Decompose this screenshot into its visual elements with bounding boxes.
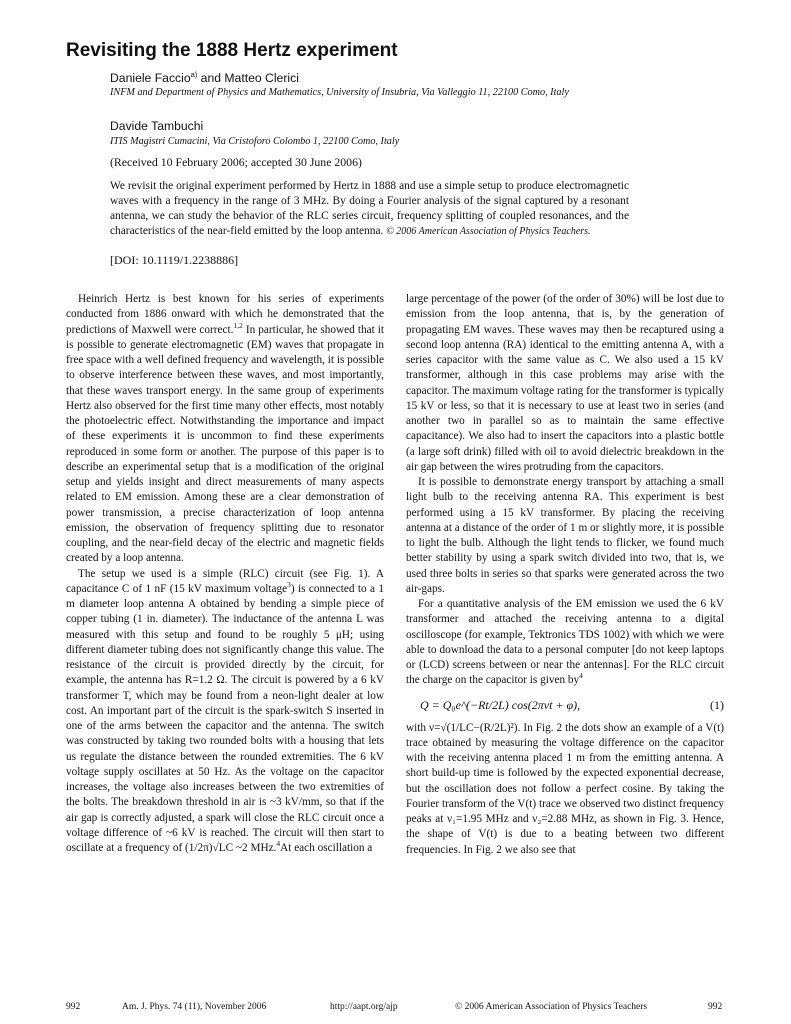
affiliation-2: ITIS Magistri Cumacini, Via Cristoforo Colombo 1, 22100 Como, Italy [110,136,400,147]
body-paragraph [66,567,384,857]
body-text: In particular, he showed that it is possible to generate electromagnetic (EM) waves that propagate in free space with a well defined frequency and wavelength, it is possible to observe interference between these waves, and most importantly, that these waves transport energy. In the same group of experiments Hertz also observed for the first time many other effects, most notably the photoelectric effect. Notwithstanding the importance and impact of these experiments it is uncommon to find these experiments reproduced in some form or another. The purpose of this paper is to describe an experimental setup that is a modification of the original setup and yields insight and direct measurements of many aspects related to EM emission. Among these are a clear demonstration of power transmission, a precise characterization of loop antenna emission, the observation of frequency splitting due to resonator coupling, and the near-field decay of the electric and magnetic fields created by a loop antenna. [66,323,385,565]
body-column-left [66,292,384,856]
footer-url[interactable]: http://aapt.org/ajp [330,1002,398,1012]
author-line-1 [110,71,299,85]
body-paragraph [66,292,384,567]
author-footnote-mark: a) [190,70,198,79]
affiliation-1: INFM and Department of Physics and Mathematics, University of Insubria, Via Valleggio 11, 22100 Como, Italy [110,87,569,98]
author-name: Daniele Faccio [110,71,191,85]
equation-number: (1) [710,697,724,712]
footer-copyright: © 2006 American Association of Physics Teachers [455,1002,648,1012]
paper-title: Revisiting the 1888 Hertz experiment [66,40,398,61]
footer-page-number-right: 992 [708,1002,723,1012]
body-text: ) is connected to a 1 m diameter loop antenna A obtained by bending a simple piece of copper tubing (1 in. diameter). The inductance of the antenna L was measured with this setup and found to be roughly 5 μH; using different diameter tubing does not significantly change this value. The resistance of the circuit is provided directly by the circuit, for example, the antenna has R=1.2 Ω. The circuit is powered by a 6 kV transformer T, which may be found from a neon-light dealer at low cost. An important part of the circuit is the spark-switch S inserted in one of the arms between the capacitor and the antenna. The switch was constructed by taking two rounded bolts with a housing that lets us regulate the distance between the rounded extremities. The 6 kV voltage supply oscillates at 50 Hz. As the voltage on the capacitor increases, the voltage also increases between the two extremities of the bolts. The breakdown threshold in air is ~3 kV/mm, so that if the air gap is correctly adjusted, a spark will close the RLC circuit once a voltage difference of ~6 kV is reached. The circuit will then start to oscillate at a frequency of (1/2π)√LC ~2 MHz. [66,582,384,854]
reference-mark: 4 [579,671,583,681]
body-paragraph [406,597,724,689]
author-name: and Matteo Clerici [197,71,299,85]
equation-formula: Q = Q₀e^(−Rt/2L) cos(2πνt + φ), [420,697,581,712]
body-text: Heinrich Hertz is best known for his series of experiments conducted from 1886 onward with which he demonstrated that the predictions of Maxwell were correct. [66,293,384,336]
reference-mark: 4 [276,839,281,848]
equation-1 [406,693,724,719]
body-text: For a quantitative analysis of the EM emission we used the 6 kV transformer and attached the receiving antenna to a digital oscilloscope (for example, Tektronics TDS 1002) with which we were able to download the data to a personal computer [do not keep laptops or (LCD) screens between or near the antennas]. For the RLC circuit the charge on the capacitor is given by [406,598,724,687]
body-text: At each oscillation a [280,842,373,854]
body-paragraph: with ν=√(1/LC−(R/2L)²). In Fig. 2 the dots show an example of a V(t) trace obtained by measuring the voltage difference on the capacitor with the receiving antenna placed 1 m from the emitting antenna. A short build-up time is followed by the expected exponential decrease, but the oscillation does not follow a perfect cosine. By taking the Fourier transform of the V(t) trace we observed two distinct frequency peaks at ν₁=1.95 MHz and ν₂=2.88 MHz, as shown in Fig. 3. Hence, the shape of V(t) is due to a beating between two different frequencies. In Fig. 2 we also see that [406,721,724,856]
doi: [DOI: 10.1119/1.2238886] [110,253,239,267]
author-line-2: Davide Tambuchi [110,119,204,133]
reference-mark: 3 [287,579,291,589]
reference-mark: 1,2 [233,320,243,330]
body-paragraph: It is possible to demonstrate energy transport by attaching a small light bulb to the receiving antenna RA. This experiment is best performed using a 15 kV transformer. By placing the receiving antenna at a distance of the order of 1 m or slightly more, it is possible to light the bulb. Although the light tends to flicker, we found much better stability by using a spark switch divided into two, that is, we used three bolts in series so that sparks were generated across the two air-gaps. [406,476,724,595]
abstract-copyright: © 2006 American Association of Physics Teachers. [386,226,591,237]
abstract [110,179,629,239]
body-paragraph: large percentage of the power (of the order of 30%) will be lost due to emission from the loop antenna, that is, by the generation of propagating EM waves. These waves may then be recaptured using a second loop antenna (RA) identical to the emitting antenna A, with a series capacitor with the same value as C. We also used a 15 kV transformer, although in this case problems may arise with the capacitor. The maximum voltage rating for the transformer is typically 15 kV or less, so that it is necessary to use at least two in series (and another two in parallel so as to maintain the same effective capacitance). We also had to insert the capacitors into a plastic bottle (a large soft drink) filled with oil to avoid dielectric breakdown in the air gap between the wires protruding from the capacitors. [406,293,724,473]
body-text: The setup we used is a simple (RLC) circuit (see Fig. 1). A capacitance C of 1 nF (15 kV maximum voltage [66,567,384,595]
body-column-right [406,292,724,858]
footer-page-number-left: 992 [66,1002,81,1012]
received-dates: (Received 10 February 2006; accepted 30 June 2006) [110,155,362,169]
footer-journal: Am. J. Phys. 74 (11), November 2006 [122,1002,267,1012]
abstract-text: We revisit the original experiment performed by Hertz in 1888 and use a simple setup to produce electromagnetic waves with a frequency in the range of 3 MHz. By doing a Fourier analysis of the signal captured by a resonant antenna, we can study the behavior of the RLC series circuit, frequency splitting of coupled resonances, and the characteristics of the near-field emitted by the loop antenna. [110,180,629,237]
